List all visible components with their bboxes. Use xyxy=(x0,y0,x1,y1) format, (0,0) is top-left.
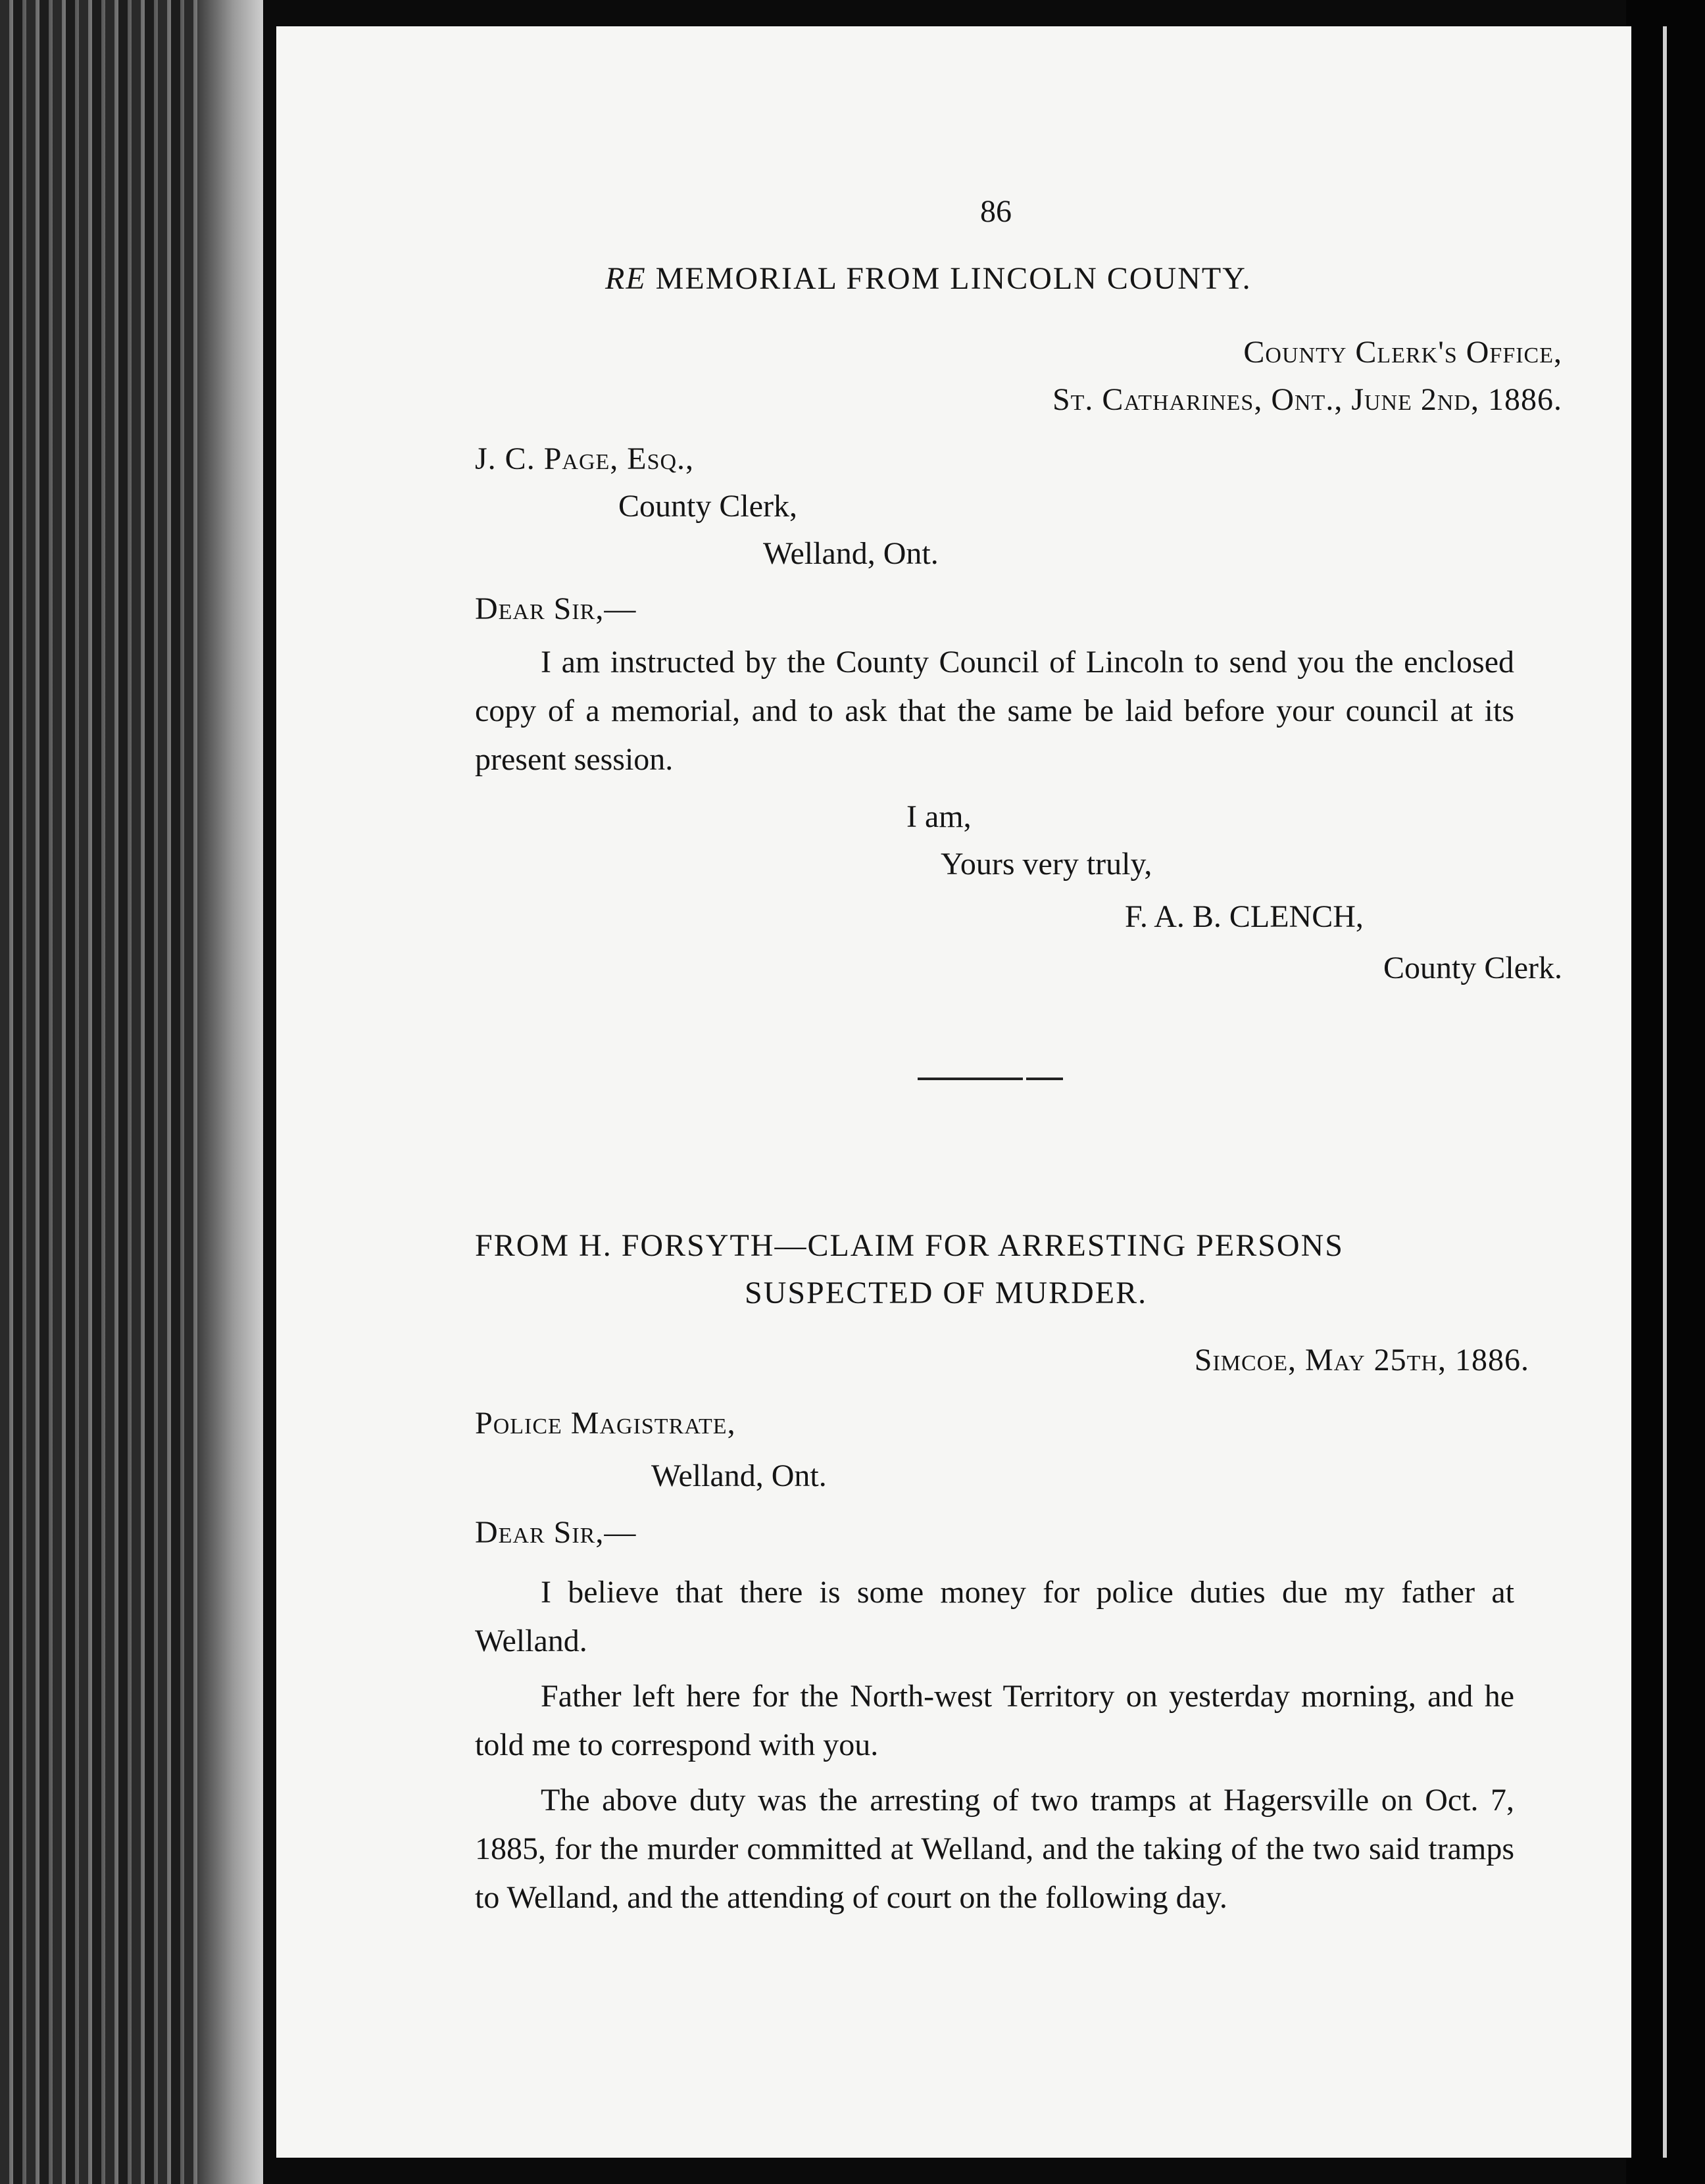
closing-line1: I am, xyxy=(906,799,972,834)
sender-place-date: St. Catharines, Ont., June 2nd, 1886. xyxy=(1052,382,1562,417)
section2-title-line2: SUSPECTED OF MURDER. xyxy=(745,1276,1148,1310)
book-page xyxy=(276,26,1631,2158)
addressee-place: Welland, Ont. xyxy=(763,536,939,571)
section-divider-short xyxy=(1026,1078,1063,1080)
addressee-name: J. C. Page, Esq., xyxy=(475,441,695,476)
signature-title: County Clerk. xyxy=(1383,951,1562,985)
page-number: 86 xyxy=(980,194,1012,229)
section2-salutation: Dear Sir,— xyxy=(475,1515,637,1550)
section1-title-rest: MEMORIAL FROM LINCOLN COUNTY. xyxy=(655,261,1252,296)
salutation: Dear Sir,— xyxy=(475,591,637,626)
section2-paragraph2: Father left here for the North-west Territory on yesterday morning, and he told me to correspond with you. xyxy=(475,1679,1514,1762)
page-edges-binding xyxy=(0,0,263,2184)
letter-body: I am instructed by the County Council of Lincoln to send you the enclosed copy of a memorial, and to ask that the same be laid before your council at its present session. xyxy=(475,645,1514,777)
section2-addressee-title: Police Magistrate, xyxy=(475,1406,736,1441)
section1-title-prefix: RE xyxy=(605,261,647,296)
section2-place-date: Simcoe, May 25th, 1886. xyxy=(1194,1343,1529,1377)
closing-line2: Yours very truly, xyxy=(941,847,1152,881)
sender-office: County Clerk's Office, xyxy=(1243,335,1562,370)
section2-addressee-place: Welland, Ont. xyxy=(651,1458,827,1493)
page-right-edge xyxy=(1663,26,1667,2158)
section1-title xyxy=(605,263,1252,295)
section-divider xyxy=(918,1078,1023,1080)
section2-paragraph3: The above duty was the arresting of two tramps at Hagersville on Oct. 7, 1885, for the murder committed at Welland, and the taking of the two said tramps to Welland, and the attending of court on the following day. xyxy=(475,1783,1514,1915)
section2-title-line1: FROM H. FORSYTH—CLAIM FOR ARRESTING PERSONS xyxy=(475,1228,1344,1263)
addressee-title: County Clerk, xyxy=(618,489,797,524)
signature: F. A. B. CLENCH, xyxy=(1125,899,1364,934)
section2-paragraph1: I believe that there is some money for police duties due my father at Welland. xyxy=(475,1575,1514,1658)
